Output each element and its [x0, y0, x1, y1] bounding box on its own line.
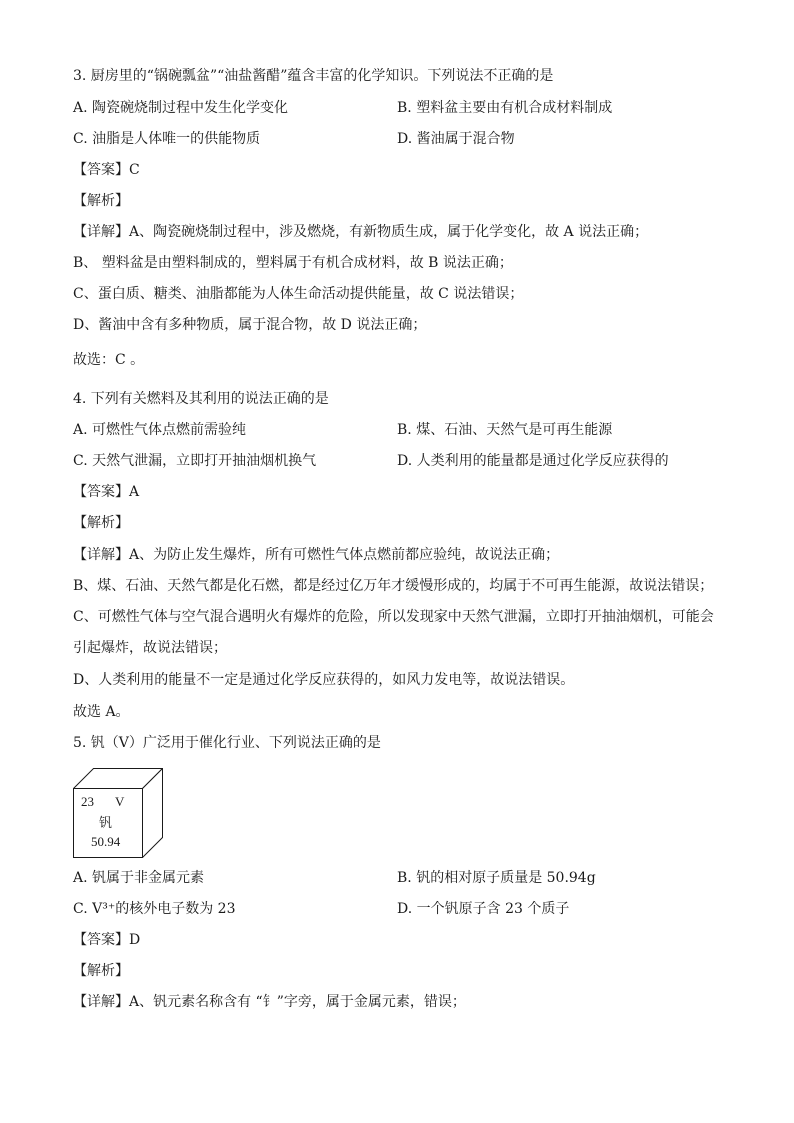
- atomic-mass: 50.94: [91, 834, 121, 849]
- atomic-number: 23: [81, 794, 94, 809]
- question-3-stem: 3. 厨房里的“锅碗瓢盆”“油盐酱醋”蕴含丰富的化学知识。下列说法不正确的是: [73, 68, 554, 84]
- detail-tag: 【详解】: [73, 994, 129, 1010]
- q5-option-a: A. 钒属于非金属元素: [73, 870, 205, 886]
- vanadium-element-card: [73, 768, 163, 858]
- q3-conclusion: 故选：C 。: [73, 352, 145, 368]
- answer-tag: 【答案】: [73, 932, 129, 948]
- answer-tag: 【答案】: [73, 162, 129, 178]
- q4-analysis-tag: 【解析】: [73, 515, 129, 531]
- q3-analysis-tag: 【解析】: [73, 193, 129, 209]
- q4-option-b: B. 煤、石油、天然气是可再生能源: [397, 422, 613, 438]
- answer-value: D: [129, 932, 141, 948]
- detail-tag: 【详解】: [73, 224, 129, 240]
- q5-option-b: B. 钒的相对原子质量是 50.94g: [397, 870, 596, 886]
- q3-option-b: B. 塑料盆主要由有机合成材料制成: [397, 100, 613, 116]
- q4-detail-line-3: C、可燃性气体与空气混合遇明火有爆炸的危险，所以发现家中天然气泄漏，立即打开抽油烟机，可能会: [73, 609, 714, 625]
- q4-option-c: C. 天然气泄漏，立即打开抽油烟机换气: [73, 453, 317, 469]
- q4-detail-line-4: 引起爆炸，故说法错误；: [73, 640, 227, 656]
- q3-option-c: C. 油脂是人体唯一的供能物质: [73, 131, 261, 147]
- q3-answer: [73, 160, 140, 180]
- q4-option-a: A. 可燃性气体点燃前需验纯: [73, 422, 247, 438]
- q4-detail-line-5: D、人类利用的能量不一定是通过化学反应获得的，如风力发电等，故说法错误。: [73, 672, 575, 688]
- q4-conclusion: 故选 A。: [73, 704, 130, 720]
- q3-option-a: A. 陶瓷碗烧制过程中发生化学变化: [73, 100, 289, 116]
- q5-answer: [73, 930, 140, 950]
- answer-tag: 【答案】: [73, 484, 129, 500]
- element-name: 钒: [99, 815, 113, 830]
- answer-value: C: [129, 162, 140, 178]
- q4-option-d: D. 人类利用的能量都是通过化学反应获得的: [397, 453, 669, 469]
- element-symbol: V: [115, 794, 125, 809]
- q5-option-d: D. 一个钒原子含 23 个质子: [397, 901, 570, 917]
- q3-detail-line-2: B、 塑料盆是由塑料制成的，塑料属于有机合成材料，故 B 说法正确；: [73, 255, 513, 271]
- q3-detail-line-1: 【详解】A、陶瓷碗烧制过程中，涉及燃烧，有新物质生成，属于化学变化，故 A 说法正确；: [73, 224, 649, 240]
- q4-detail-line-1: 【详解】A、为防止发生爆炸，所有可燃性气体点燃前都应验纯，故说法正确；: [73, 547, 560, 563]
- q3-detail-line-3: C、蛋白质、糖类、油脂都能为人体生命活动提供能量，故 C 说法错误；: [73, 286, 524, 302]
- q4-detail-line-2: B、煤、石油、天然气都是化石燃，都是经过亿万年才缓慢形成的，均属于不可再生能源，故说法错误；: [73, 578, 714, 594]
- question-5-stem: 5. 钒（V）广泛用于催化行业、下列说法正确的是: [73, 735, 381, 751]
- answer-value: A: [129, 484, 140, 500]
- q3-detail-line-4: D、酱油中含有多种物质，属于混合物，故 D 说法正确；: [73, 317, 427, 333]
- q4-answer: [73, 482, 139, 502]
- q5-analysis-tag: 【解析】: [73, 963, 129, 979]
- q5-detail-line-1: 【详解】A、钒元素名称含有 “钅”字旁，属于金属元素，错误；: [73, 994, 466, 1010]
- question-4-stem: 4. 下列有关燃料及其利用的说法正确的是: [73, 391, 329, 407]
- detail-tag: 【详解】: [73, 547, 129, 563]
- q5-option-c: C. V³⁺的核外电子数为 23: [73, 901, 236, 917]
- q3-option-d: D. 酱油属于混合物: [397, 131, 515, 147]
